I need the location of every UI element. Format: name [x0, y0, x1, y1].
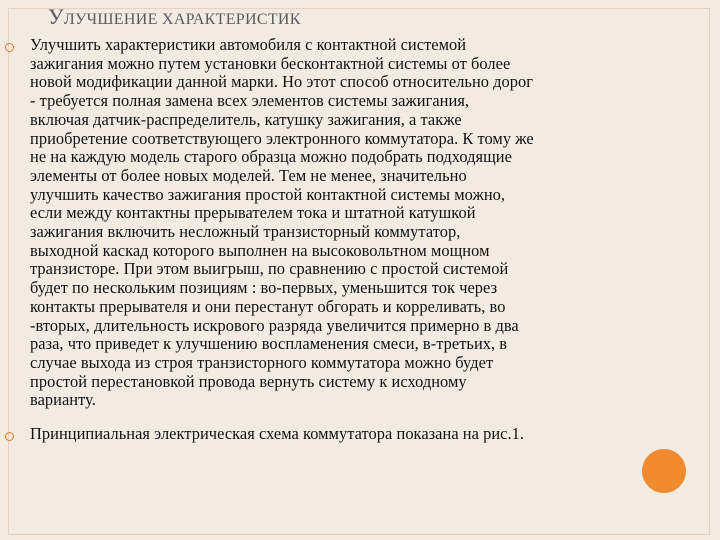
bullet-text-1: Улучшить характеристики автомобиля с контактной системой зажигания можно путем установки бесконтактной системы от более новой модификации данной марки. Но этот способ относительно дорог - требуется полная замена всех элементов системы зажигания, включая датчик-распределитель, катушку зажигания, а также приобретение соответствующего электронного коммутатора. К тому же не на каждую модель старого образца можно подобрать подходящие элементы от более новых моделей. Тем не менее, значительно улучшить качество зажигания простой контактной системы можно, если между контактны прерывателем тока и штатной катушкой зажигания включить несложный транзисторный коммутатор, выходной каскад которого выполнен на высоковольтном мощном транзисторе. При этом выигрыш, по сравнению с простой системой будет по нескольким позициям : во-первых, уменьшится ток через контакты прерывателя и они перестанут обгорать и корреливать, во -вторых, длительность искрового разряда увеличится примерно в два раза, что приведет к улучшению воспламенения смеси, в-третьих, в случае выхода из строя транзисторного коммутатора можно будет простой перестановкой провода вернуть систему к исходному варианту. — [30, 35, 534, 410]
bullet-text-2: Принципиальная электрическая схема коммутатора показана на рис.1. — [30, 424, 525, 443]
title-first-letter: У — [48, 4, 64, 29]
slide-title — [48, 4, 301, 30]
title-rest: ЛУЧШЕНИЕ ХАРАКТЕРИСТИК — [63, 11, 301, 28]
bullet-circle-icon — [5, 432, 14, 441]
bullet-circle-icon — [5, 43, 14, 52]
decorative-orange-circle — [642, 449, 686, 493]
